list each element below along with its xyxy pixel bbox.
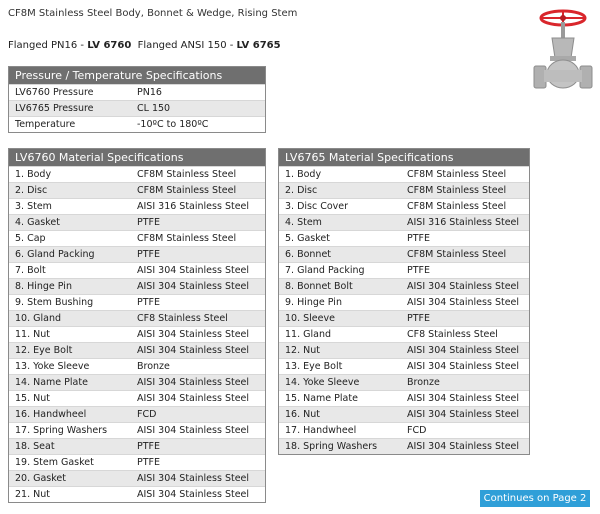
table-row [9, 471, 265, 487]
table-row [279, 295, 529, 311]
row-value: AISI 304 Stainless Steel [131, 279, 265, 295]
row-label: 5. Gasket [279, 231, 401, 247]
row-label: 8. Bonnet Bolt [279, 279, 401, 295]
table-row [279, 391, 529, 407]
row-value: CL 150 [131, 101, 265, 117]
row-value: CF8M Stainless Steel [131, 231, 265, 247]
row-label: 1. Body [279, 167, 401, 183]
pn16-model-code: LV 6760 [87, 40, 132, 51]
table-row [9, 423, 265, 439]
table-row [9, 167, 265, 183]
row-label: 7. Gland Packing [279, 263, 401, 279]
table-row [9, 311, 265, 327]
row-value: PTFE [131, 295, 265, 311]
row-value: PTFE [401, 263, 529, 279]
table-row [9, 407, 265, 423]
row-value: CF8M Stainless Steel [131, 183, 265, 199]
row-value: CF8M Stainless Steel [401, 183, 529, 199]
row-value: FCD [401, 423, 529, 439]
ansi-label: Flanged ANSI 150 - [137, 40, 237, 51]
row-value: PTFE [131, 439, 265, 455]
row-label: 9. Hinge Pin [279, 295, 401, 311]
row-label: 19. Stem Gasket [9, 455, 131, 471]
row-value: CF8M Stainless Steel [401, 167, 529, 183]
table-row [9, 455, 265, 471]
table-row [9, 359, 265, 375]
table-row [279, 215, 529, 231]
row-value: AISI 304 Stainless Steel [131, 423, 265, 439]
row-label: 21. Nut [9, 487, 131, 503]
row-value: AISI 304 Stainless Steel [401, 295, 529, 311]
table-row [9, 215, 265, 231]
table-row [279, 439, 529, 455]
table-row [279, 327, 529, 343]
table-row [9, 375, 265, 391]
row-label: 12. Eye Bolt [9, 343, 131, 359]
table-row [9, 199, 265, 215]
row-value: AISI 304 Stainless Steel [131, 327, 265, 343]
row-value: AISI 316 Stainless Steel [131, 199, 265, 215]
row-value: AISI 304 Stainless Steel [401, 407, 529, 423]
row-value: CF8M Stainless Steel [131, 167, 265, 183]
row-label: 2. Disc [9, 183, 131, 199]
gate-valve-image [530, 6, 596, 98]
row-label: 14. Name Plate [9, 375, 131, 391]
table-row [9, 343, 265, 359]
table-row [279, 231, 529, 247]
continues-on-page-2-button[interactable]: Continues on Page 2 [480, 490, 590, 507]
table-row [9, 183, 265, 199]
row-value: CF8M Stainless Steel [401, 199, 529, 215]
row-value: PTFE [131, 455, 265, 471]
row-label: 5. Cap [9, 231, 131, 247]
table-row [9, 263, 265, 279]
row-value: AISI 316 Stainless Steel [401, 215, 529, 231]
table-row [9, 101, 265, 117]
row-label: 13. Eye Bolt [279, 359, 401, 375]
row-value: Bronze [401, 375, 529, 391]
model-line [8, 40, 281, 51]
table-row [9, 327, 265, 343]
lv6760-material-title: LV6760 Material Specifications [9, 149, 265, 166]
row-label: 4. Stem [279, 215, 401, 231]
row-label: LV6765 Pressure [9, 101, 131, 117]
table-row [279, 311, 529, 327]
row-label: 9. Stem Bushing [9, 295, 131, 311]
ansi-model-code: LV 6765 [236, 40, 281, 51]
table-row [279, 279, 529, 295]
table-row [279, 167, 529, 183]
table-row [279, 199, 529, 215]
table-row [279, 407, 529, 423]
row-label: 11. Gland [279, 327, 401, 343]
row-label: 10. Gland [9, 311, 131, 327]
row-label: 1. Body [9, 167, 131, 183]
row-value: FCD [131, 407, 265, 423]
table-row [9, 279, 265, 295]
row-label: 3. Stem [9, 199, 131, 215]
table-row [9, 295, 265, 311]
pn16-label: Flanged PN16 - [8, 40, 88, 51]
row-label: 16. Handwheel [9, 407, 131, 423]
row-label: 12. Nut [279, 343, 401, 359]
table-row [9, 85, 265, 101]
table-row [279, 247, 529, 263]
row-value: AISI 304 Stainless Steel [131, 391, 265, 407]
table-row [9, 247, 265, 263]
table-row [9, 117, 265, 133]
row-value: AISI 304 Stainless Steel [401, 343, 529, 359]
row-label: 18. Seat [9, 439, 131, 455]
row-label: 16. Nut [279, 407, 401, 423]
row-label: 10. Sleeve [279, 311, 401, 327]
row-value: Bronze [131, 359, 265, 375]
row-label: 17. Handwheel [279, 423, 401, 439]
row-label: 20. Gasket [9, 471, 131, 487]
row-value: AISI 304 Stainless Steel [401, 359, 529, 375]
row-label: 15. Name Plate [279, 391, 401, 407]
row-value: PTFE [131, 215, 265, 231]
row-value: AISI 304 Stainless Steel [131, 343, 265, 359]
row-value: AISI 304 Stainless Steel [131, 487, 265, 503]
lv6765-material-title: LV6765 Material Specifications [279, 149, 529, 166]
row-label: 6. Bonnet [279, 247, 401, 263]
row-label: 17. Spring Washers [9, 423, 131, 439]
table-row [279, 423, 529, 439]
row-label: LV6760 Pressure [9, 85, 131, 101]
table-row [279, 375, 529, 391]
table-row [279, 343, 529, 359]
row-value: PTFE [401, 311, 529, 327]
row-value: CF8 Stainless Steel [401, 327, 529, 343]
row-label: Temperature [9, 117, 131, 133]
row-value: PTFE [131, 247, 265, 263]
row-value: -10ºC to 180ºC [131, 117, 265, 133]
row-value: AISI 304 Stainless Steel [401, 391, 529, 407]
row-label: 13. Yoke Sleeve [9, 359, 131, 375]
row-value: CF8M Stainless Steel [401, 247, 529, 263]
row-value: AISI 304 Stainless Steel [131, 375, 265, 391]
row-value: PN16 [131, 85, 265, 101]
table-row [279, 263, 529, 279]
row-label: 4. Gasket [9, 215, 131, 231]
pressure-temperature-title: Pressure / Temperature Specifications [9, 67, 265, 84]
row-label: 2. Disc [279, 183, 401, 199]
pressure-temperature-table [8, 66, 266, 133]
row-label: 6. Gland Packing [9, 247, 131, 263]
table-row [9, 231, 265, 247]
product-subtitle: CF8M Stainless Steel Body, Bonnet & Wedge, Rising Stem [8, 8, 298, 19]
row-label: 8. Hinge Pin [9, 279, 131, 295]
row-label: 11. Nut [9, 327, 131, 343]
row-label: 14. Yoke Sleeve [279, 375, 401, 391]
lv6765-material-table [278, 148, 530, 455]
table-row [9, 439, 265, 455]
lv6760-material-table [8, 148, 266, 503]
table-row [9, 487, 265, 503]
table-row [279, 359, 529, 375]
row-label: 3. Disc Cover [279, 199, 401, 215]
row-value: AISI 304 Stainless Steel [131, 471, 265, 487]
table-row [279, 183, 529, 199]
row-label: 15. Nut [9, 391, 131, 407]
row-value: AISI 304 Stainless Steel [401, 439, 529, 455]
row-value: AISI 304 Stainless Steel [131, 263, 265, 279]
row-value: CF8 Stainless Steel [131, 311, 265, 327]
row-label: 18. Spring Washers [279, 439, 401, 455]
table-row [9, 391, 265, 407]
row-label: 7. Bolt [9, 263, 131, 279]
row-value: PTFE [401, 231, 529, 247]
row-value: AISI 304 Stainless Steel [401, 279, 529, 295]
